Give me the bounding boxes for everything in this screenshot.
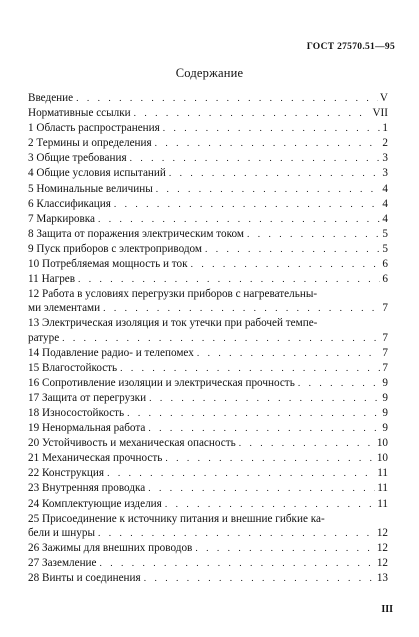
toc-entry-page: 7: [382, 346, 388, 359]
toc-entry-title: бели и шнуры: [28, 526, 95, 539]
dot-leader: [103, 302, 380, 316]
toc-entry-title: ми элементами: [28, 302, 101, 315]
dot-leader: [148, 422, 380, 436]
toc-entry-title: 10 Потребляемая мощность и ток: [28, 258, 188, 271]
toc-entry-row: [28, 451, 388, 466]
toc-entry-row: [28, 436, 388, 451]
toc-entry-title: 6 Классификация: [28, 197, 111, 210]
dot-leader: [163, 122, 381, 136]
toc-entry-row: [28, 212, 388, 227]
toc-entry-title: 3 Общие требования: [28, 152, 127, 165]
dot-leader: [76, 92, 378, 106]
toc-entry-page: V: [379, 92, 388, 104]
toc-entry-page: 12: [376, 541, 388, 554]
toc-entry-title: 22 Конструкция: [28, 467, 105, 480]
dot-leader: [165, 452, 374, 466]
toc-entry: [28, 106, 388, 121]
toc-entry: [28, 212, 388, 227]
toc-entry-row: [28, 331, 388, 346]
toc-entry-title: 27 Заземление: [28, 556, 97, 569]
toc-entry-page: 6: [382, 258, 388, 271]
toc-entry-page: 10: [376, 437, 388, 450]
toc-entry-title: ратуре: [28, 331, 60, 344]
toc-entry: [28, 571, 388, 586]
dot-leader: [165, 498, 375, 512]
toc-entry-title: 23 Внутренняя проводка: [28, 482, 146, 495]
toc-entry-row: [28, 136, 388, 151]
toc-entry: [28, 316, 388, 345]
toc-entry: [28, 497, 388, 512]
toc-entry-row: [28, 166, 388, 181]
dot-leader: [114, 198, 380, 212]
toc-entry-row: [28, 197, 388, 212]
toc-entry-page: 9: [382, 391, 388, 404]
toc-entry: [28, 512, 388, 541]
toc-entry-title: 16 Сопротивление изоляции и электрическая прочность: [28, 376, 295, 389]
toc-entry-page: 11: [377, 497, 388, 510]
dot-leader: [149, 392, 380, 406]
toc-entry-row: [28, 301, 388, 316]
toc-entry: [28, 121, 388, 136]
toc-entry-row: [28, 526, 388, 541]
toc-entry-row: [28, 182, 388, 197]
toc-entry: [28, 287, 388, 316]
toc-entry: [28, 182, 388, 197]
table-of-contents: [28, 91, 388, 586]
toc-entry-row: [28, 556, 388, 571]
toc-entry-title: 17 Защита от перегрузки: [28, 391, 147, 404]
toc-entry-title: 21 Механическая прочность: [28, 452, 163, 465]
toc-entry-row: [28, 571, 388, 586]
toc-entry: [28, 91, 388, 106]
toc-entry-row: [28, 541, 388, 556]
dot-leader: [205, 243, 380, 257]
toc-entry-row: [28, 497, 388, 512]
toc-entry-row: [28, 242, 388, 257]
toc-entry-row: [28, 227, 388, 242]
dot-leader: [127, 407, 380, 421]
toc-entry: [28, 406, 388, 421]
dot-leader: [100, 557, 375, 571]
toc-entry-page: 2: [382, 137, 388, 150]
dot-leader: [191, 258, 381, 272]
document-id-header: ГОСТ 27570.51—95: [306, 42, 395, 52]
toc-entry: [28, 242, 388, 257]
toc-entry-title-line: 12 Работа в условиях перегрузки приборов с нагревательны-: [28, 288, 318, 301]
dot-leader: [144, 572, 375, 586]
toc-entry-page: 5: [382, 227, 388, 240]
toc-entry-row: [28, 421, 388, 436]
toc-entry: [28, 272, 388, 287]
toc-entry-page: 11: [377, 482, 388, 495]
dot-leader: [98, 527, 375, 541]
toc-entry-page: 3: [382, 152, 388, 165]
toc-entry: [28, 151, 388, 166]
dot-leader: [120, 362, 380, 376]
toc-entry-page: 1: [382, 122, 388, 135]
toc-entry-title: 11 Нагрев: [28, 273, 76, 286]
toc-entry: [28, 166, 388, 181]
toc-entry-page: 4: [382, 212, 388, 225]
toc-entry-title: 1 Область распространения: [28, 122, 160, 135]
toc-entry-page: 11: [377, 467, 388, 480]
toc-entry-row: [28, 106, 388, 121]
toc-entry: [28, 257, 388, 272]
toc-entry-page: 12: [376, 556, 388, 569]
toc-entry-title-line: 25 Присоединение к источнику питания и внешние гибкие ка-: [28, 512, 325, 525]
dot-leader: [98, 213, 380, 227]
toc-entry-page: 5: [382, 242, 388, 255]
toc-entry-page: 12: [376, 526, 388, 539]
dot-leader: [169, 167, 381, 181]
dot-leader: [156, 183, 381, 197]
toc-entry: [28, 361, 388, 376]
dot-leader: [155, 137, 381, 151]
toc-entry: [28, 136, 388, 151]
dot-leader: [197, 347, 381, 361]
toc-entry-title: Введение: [28, 92, 74, 104]
toc-entry-title: 7 Маркировка: [28, 212, 96, 225]
toc-entry-row: [28, 91, 388, 106]
dot-leader: [239, 437, 375, 451]
toc-entry-page: 6: [382, 273, 388, 286]
toc-entry-title: 24 Комплектующие изделия: [28, 497, 162, 510]
dot-leader: [134, 107, 371, 121]
dot-leader: [107, 467, 375, 481]
toc-entry-page: 4: [382, 197, 388, 210]
toc-entry-title: 28 Винты и соединения: [28, 572, 141, 584]
toc-entry-title: 9 Пуск приборов с электроприводом: [28, 242, 202, 255]
toc-entry-title: 20 Устойчивость и механическая опасность: [28, 437, 236, 450]
dot-leader: [78, 273, 380, 287]
toc-entry-row: [28, 257, 388, 272]
toc-entry: [28, 481, 388, 496]
toc-entry: [28, 376, 388, 391]
toc-entry-row: [28, 376, 388, 391]
dot-leader: [148, 482, 375, 496]
toc-entry-row: [28, 346, 388, 361]
dot-leader: [130, 152, 381, 166]
toc-entry-title: 15 Влагостойкость: [28, 361, 118, 374]
toc-entry-page: 3: [382, 167, 388, 180]
toc-entry-page: VII: [372, 107, 388, 120]
page-number: III: [381, 604, 393, 615]
toc-entry-row: [28, 406, 388, 421]
toc-entry-row: [28, 391, 388, 406]
toc-entry-title: 26 Зажимы для внешних проводов: [28, 541, 193, 554]
toc-entry: [28, 346, 388, 361]
toc-entry: [28, 556, 388, 571]
toc-entry: [28, 451, 388, 466]
toc-entry-title: 5 Номинальные величины: [28, 182, 153, 195]
page-title: Содержание: [175, 66, 244, 80]
toc-entry-title: Нормативные ссылки: [28, 107, 131, 120]
dot-leader: [247, 228, 380, 242]
toc-entry-page: 9: [382, 376, 388, 389]
toc-entry: [28, 391, 388, 406]
toc-entry-title: 14 Подавление радио- и телепомех: [28, 346, 194, 359]
toc-entry-page: 13: [376, 572, 388, 584]
dot-leader: [298, 377, 381, 391]
toc-entry: [28, 541, 388, 556]
toc-entry-page: 7: [382, 331, 388, 344]
toc-entry-title: 18 Износостойкость: [28, 406, 125, 419]
toc-entry: [28, 466, 388, 481]
toc-entry-row: [28, 272, 388, 287]
toc-entry-title: 2 Термины и определения: [28, 137, 152, 150]
toc-entry-page: 9: [382, 406, 388, 419]
toc-entry-title: 4 Общие условия испытаний: [28, 167, 166, 180]
toc-entry: [28, 227, 388, 242]
dot-leader: [62, 332, 380, 346]
toc-entry-row: [28, 121, 388, 136]
toc-entry-row: [28, 466, 388, 481]
toc-entry: [28, 436, 388, 451]
toc-entry-title-line: 13 Электрическая изоляция и ток утечки при рабочей темпе-: [28, 317, 318, 330]
toc-entry-page: 9: [382, 422, 388, 435]
toc-entry: [28, 197, 388, 212]
toc-entry-page: 4: [382, 182, 388, 195]
toc-entry-row: [28, 151, 388, 166]
toc-entry-row: [28, 361, 388, 376]
toc-entry-title: 19 Ненормальная работа: [28, 422, 146, 435]
toc-entry-page: 7: [382, 361, 388, 374]
toc-entry-title: 8 Защита от поражения электрическим током: [28, 227, 244, 240]
toc-entry-page: 10: [376, 452, 388, 465]
toc-entry-row: [28, 481, 388, 496]
dot-leader: [195, 542, 374, 556]
toc-entry: [28, 421, 388, 436]
toc-entry-page: 7: [382, 302, 388, 315]
